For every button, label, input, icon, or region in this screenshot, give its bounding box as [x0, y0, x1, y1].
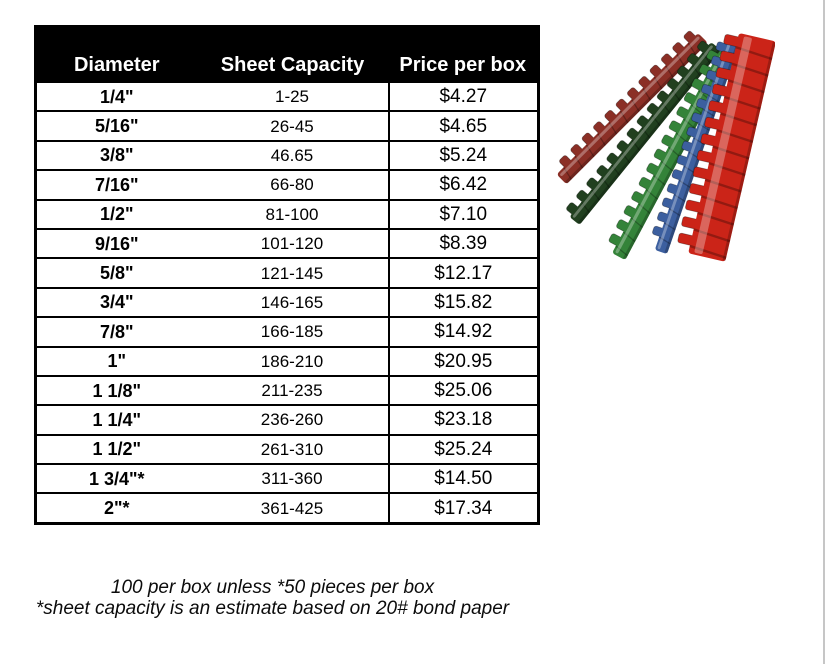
capacity-cell: 26-45: [197, 111, 389, 140]
table-row: [36, 405, 539, 434]
diameter-cell: 1 1/8": [36, 376, 197, 405]
table-row: [36, 288, 539, 317]
price-cell: $14.92: [389, 317, 539, 346]
price-cell: $12.17: [389, 258, 539, 287]
table-row: [36, 200, 539, 229]
capacity-cell: 261-310: [197, 435, 389, 464]
table-body: [36, 82, 539, 523]
price-cell: $15.82: [389, 288, 539, 317]
header-row: [36, 27, 539, 83]
diameter-cell: 1 3/4"*: [36, 464, 197, 493]
diameter-cell: 7/16": [36, 170, 197, 199]
price-cell: $4.27: [389, 82, 539, 111]
footnote-line-1: 100 per box unless *50 pieces per box: [110, 577, 435, 598]
price-cell: $14.50: [389, 464, 539, 493]
price-cell: $6.42: [389, 170, 539, 199]
footnote-line-2: *sheet capacity is an estimate based on 20# bond paper: [35, 598, 510, 619]
capacity-cell: 1-25: [197, 82, 389, 111]
price-cell: $4.65: [389, 111, 539, 140]
table-row: [36, 111, 539, 140]
price-cell: $25.24: [389, 435, 539, 464]
diameter-cell: 1/2": [36, 200, 197, 229]
capacity-cell: 236-260: [197, 405, 389, 434]
diameter-cell: 1 1/2": [36, 435, 197, 464]
table-row: [36, 317, 539, 346]
capacity-cell: 101-120: [197, 229, 389, 258]
capacity-cell: 311-360: [197, 464, 389, 493]
diameter-cell: 3/4": [36, 288, 197, 317]
table-row: [36, 258, 539, 287]
price-cell: $20.95: [389, 347, 539, 376]
capacity-cell: 121-145: [197, 258, 389, 287]
table-row: [36, 347, 539, 376]
column-header-sheet-capacity: Sheet Capacity: [197, 27, 389, 83]
binding-combs-photo: [543, 28, 775, 263]
diameter-cell: 3/8": [36, 141, 197, 170]
table-row: [36, 464, 539, 493]
diameter-cell: 7/8": [36, 317, 197, 346]
table-row: [36, 82, 539, 111]
price-cell: $23.18: [389, 405, 539, 434]
capacity-cell: 211-235: [197, 376, 389, 405]
diameter-cell: 9/16": [36, 229, 197, 258]
diameter-cell: 2"*: [36, 493, 197, 523]
capacity-cell: 186-210: [197, 347, 389, 376]
table-header: [36, 27, 539, 83]
capacity-cell: 66-80: [197, 170, 389, 199]
diameter-cell: 5/16": [36, 111, 197, 140]
price-cell: $5.24: [389, 141, 539, 170]
capacity-cell: 46.65: [197, 141, 389, 170]
table-row: [36, 141, 539, 170]
capacity-cell: 81-100: [197, 200, 389, 229]
table-row: [36, 435, 539, 464]
price-cell: $7.10: [389, 200, 539, 229]
footnote: [20, 577, 525, 619]
diameter-cell: 5/8": [36, 258, 197, 287]
capacity-cell: 361-425: [197, 493, 389, 523]
price-cell: $25.06: [389, 376, 539, 405]
capacity-cell: 166-185: [197, 317, 389, 346]
diameter-cell: 1": [36, 347, 197, 376]
table-row: [36, 376, 539, 405]
column-header-diameter: Diameter: [36, 27, 197, 83]
diameter-cell: 1/4": [36, 82, 197, 111]
table-row: [36, 229, 539, 258]
price-cell: $17.34: [389, 493, 539, 523]
pricing-table: [34, 25, 540, 525]
diameter-cell: 1 1/4": [36, 405, 197, 434]
page-edge-line: [823, 0, 825, 664]
table-row: [36, 493, 539, 523]
table-row: [36, 170, 539, 199]
capacity-cell: 146-165: [197, 288, 389, 317]
price-cell: $8.39: [389, 229, 539, 258]
column-header-price-per-box: Price per box: [389, 27, 539, 83]
